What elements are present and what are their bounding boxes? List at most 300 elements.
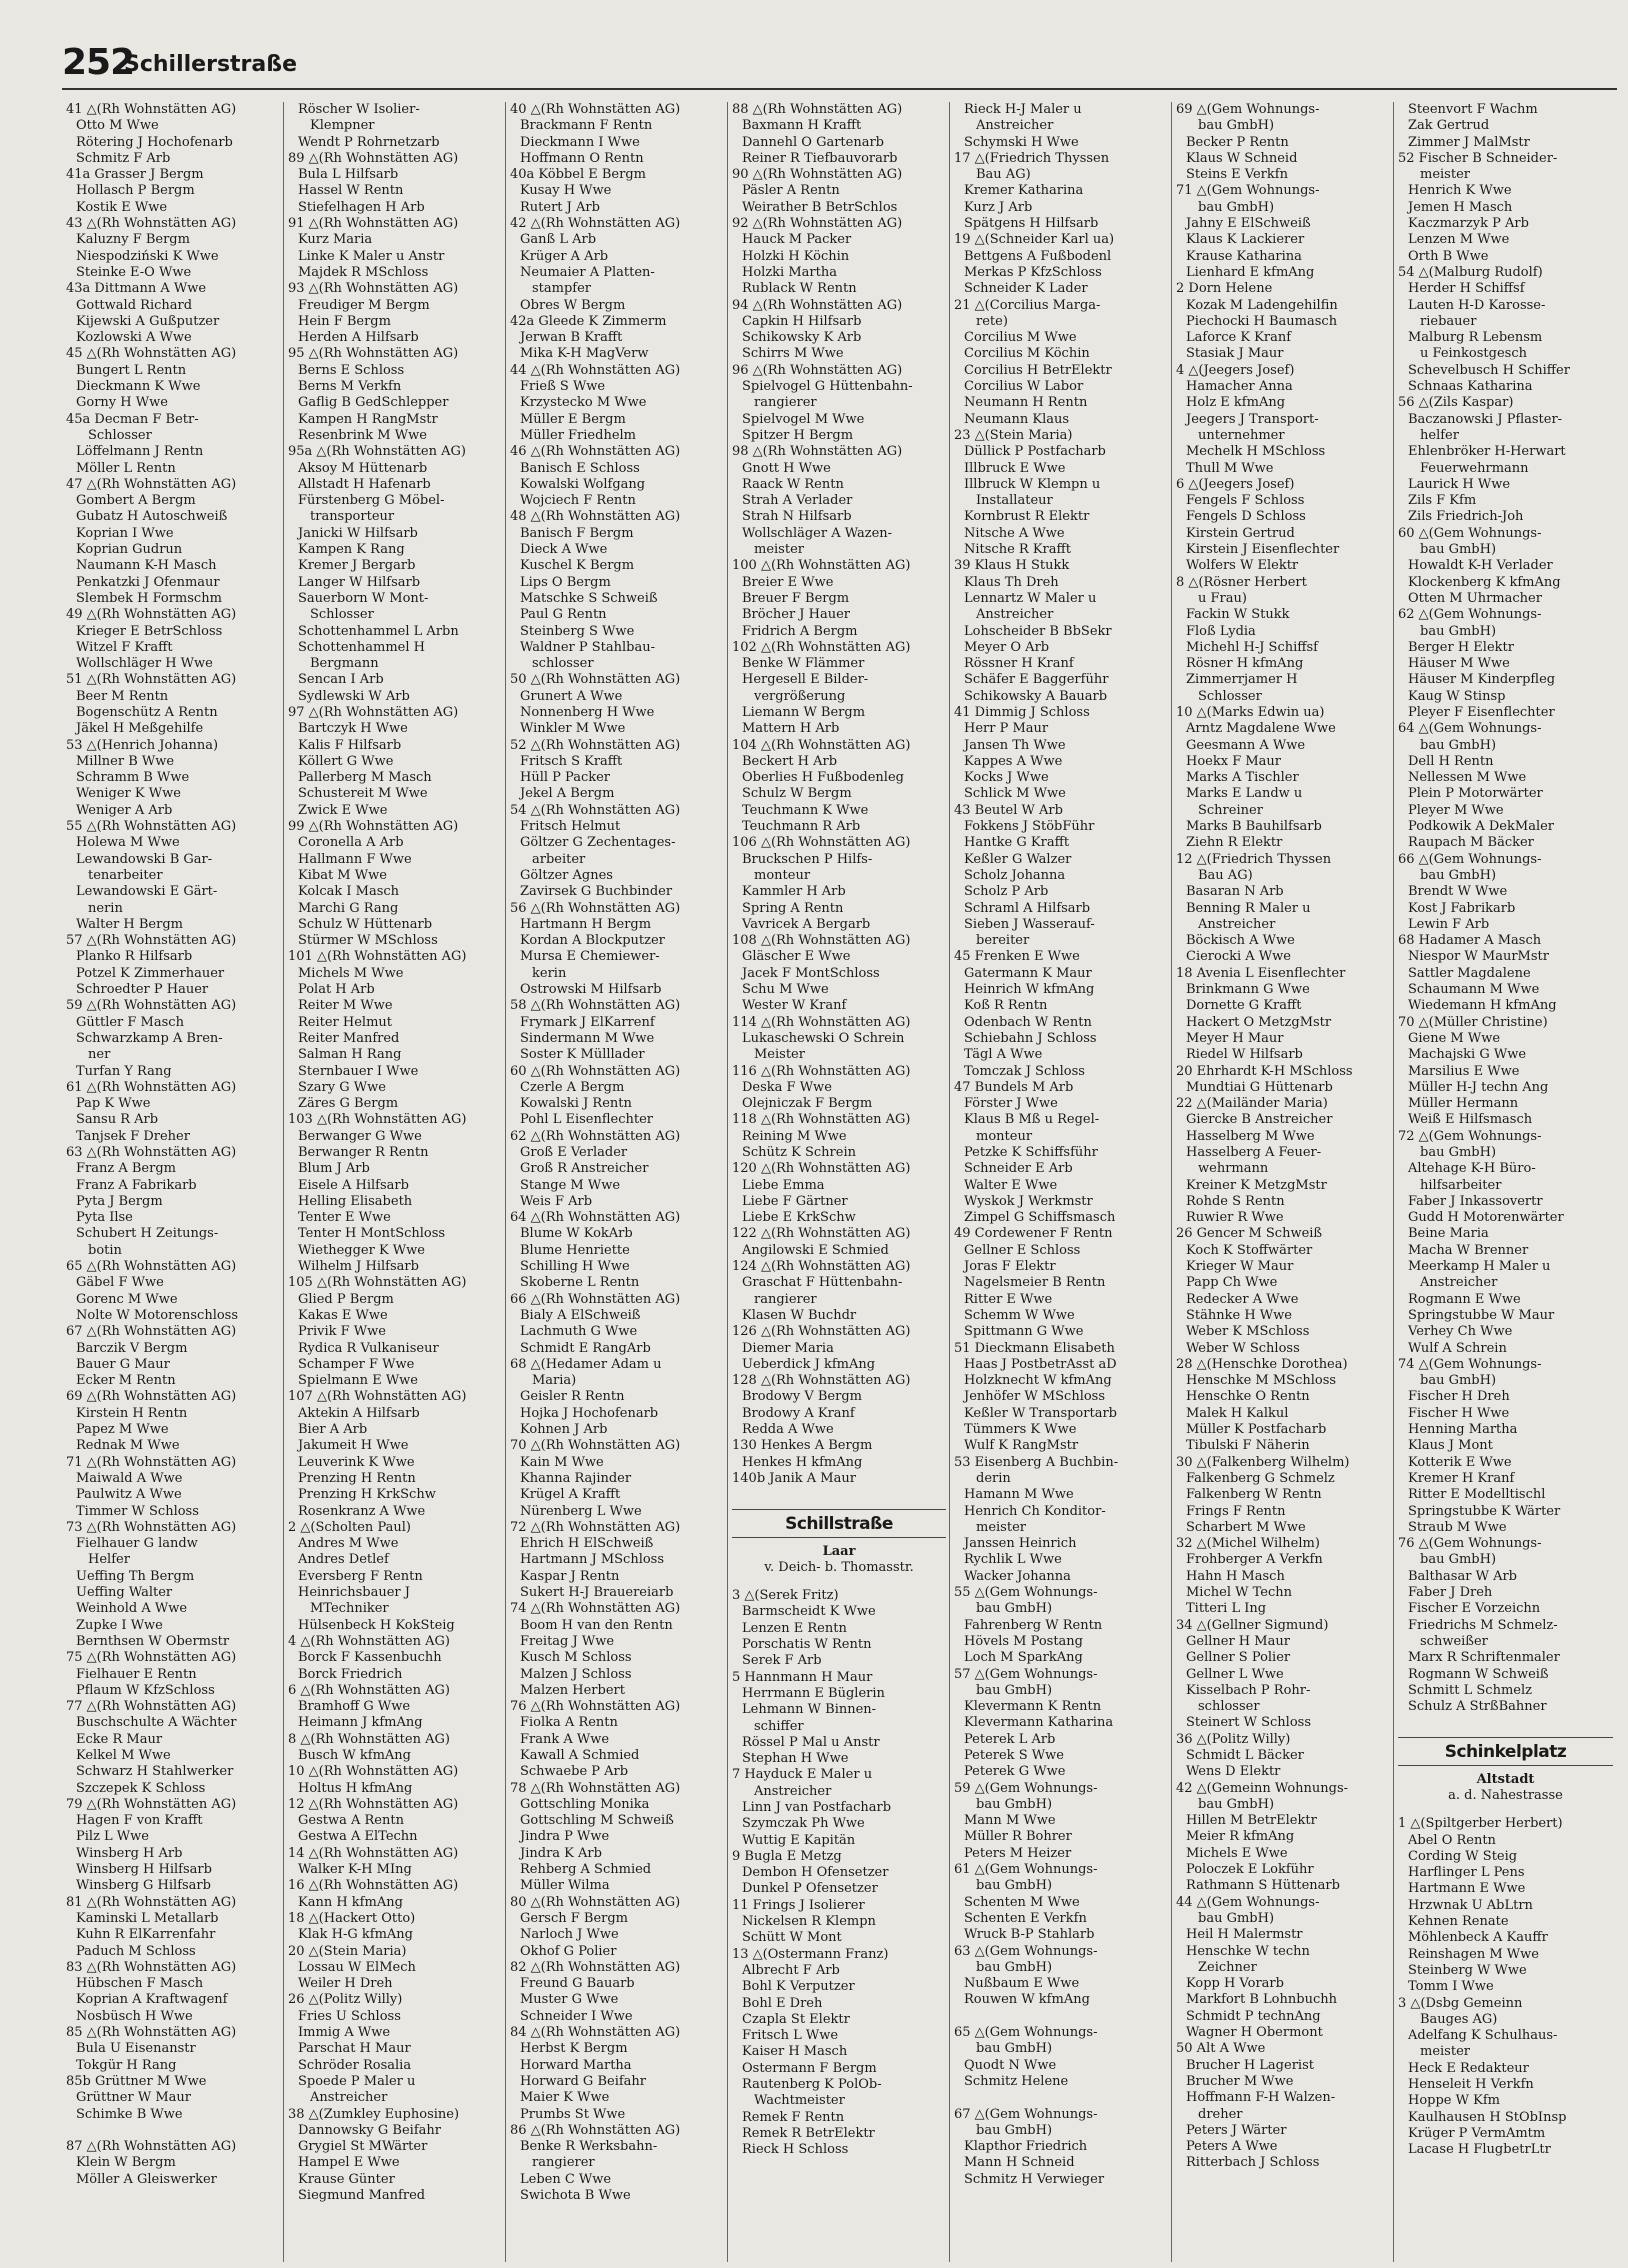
directory-entry: Röscher W Isolier-	[298, 102, 420, 117]
directory-entry: 69 △(Rh Wohnstätten AG)	[66, 1389, 237, 1405]
directory-entry: Planko R Hilfsarb	[76, 949, 193, 965]
directory-entry: 66 △(Rh Wohnstätten AG)	[510, 1291, 681, 1307]
directory-entry: Heimann J kfmAng	[298, 1715, 423, 1731]
directory-entry: Altehage K-H Büro-	[1408, 1161, 1536, 1177]
directory-entry: bau GmbH)	[1420, 542, 1497, 558]
directory-entry: Breuer F Bergm	[742, 590, 850, 606]
directory-entry: Teuchmann K Wwe	[742, 802, 869, 818]
directory-entry: Bartczyk H Wwe	[298, 721, 408, 737]
directory-entry: 90 △(Rh Wohnstätten AG)	[732, 167, 903, 183]
directory-entry: Mursa E Chemiewer-	[520, 949, 660, 965]
directory-entry: Peters J Wärter	[1186, 2122, 1287, 2138]
directory-entry: Kopp H Vorarb	[1186, 1976, 1284, 1992]
directory-entry: Hartmann J MSchloss	[520, 1552, 665, 1568]
directory-entry: Kreiner K MetzgMstr	[1186, 1177, 1327, 1193]
directory-entry: Pyta Ilse	[76, 1210, 133, 1226]
directory-entry: Ganß L Arb	[520, 232, 597, 248]
directory-entry: Wolfers W Elektr	[1186, 558, 1299, 574]
directory-entry: Nagelsmeier B Rentn	[964, 1275, 1106, 1291]
directory-entry: Neumann Klaus	[964, 411, 1070, 427]
directory-entry: Scharbert M Wwe	[1186, 1519, 1306, 1535]
directory-entry: Nonnenberg H Wwe	[520, 704, 655, 720]
directory-entry: 58 △(Rh Wohnstätten AG)	[510, 998, 681, 1014]
directory-entry: Schikowsky K Arb	[742, 330, 862, 346]
directory-entry: Henrich Ch Konditor-	[964, 1503, 1106, 1519]
directory-entry: Kotterik E Wwe	[1408, 1454, 1512, 1470]
directory-entry: Tomczak J Schloss	[964, 1063, 1085, 1079]
directory-entry: Szymczak Ph Wwe	[742, 1816, 865, 1832]
directory-entry: Kusay H Wwe	[520, 183, 612, 199]
schinkelplatz-title: Schinkelplatz	[1398, 1744, 1613, 1765]
directory-entry: 74 △(Rh Wohnstätten AG)	[510, 1601, 681, 1617]
directory-entry: Piechocki H Baumasch	[1186, 313, 1338, 329]
directory-entry: Pilz L Wwe	[76, 1829, 149, 1845]
directory-entry: Schreiner	[1198, 802, 1263, 818]
directory-entry: Kaspar J Rentn	[520, 1568, 620, 1584]
directory-entry: Spätgens H Hilfsarb	[964, 216, 1099, 232]
directory-entry: Franz A Bergm	[76, 1161, 176, 1177]
directory-entry: rangierer	[754, 1291, 817, 1307]
directory-entry: Fischer E Vorzeichn	[1408, 1601, 1541, 1617]
directory-entry: Marks B Bauhilfsarb	[1186, 819, 1322, 835]
directory-entry: Krzystecko M Wwe	[520, 395, 647, 411]
directory-entry: Dieckmann I Wwe	[520, 134, 640, 150]
directory-entry: Gäbel F Wwe	[76, 1275, 164, 1291]
directory-entry: Hasselberg M Wwe	[1186, 1128, 1315, 1144]
directory-entry: Resenbrink M Wwe	[298, 427, 427, 443]
directory-entry: Benke R Werksbahn-	[520, 2139, 658, 2155]
directory-entry: Freitag J Wwe	[520, 1633, 615, 1649]
directory-entry: Ueffing Th Bergm	[76, 1568, 195, 1584]
directory-entry: nerin	[88, 900, 123, 916]
directory-entry: Janssen Heinrich	[964, 1536, 1077, 1552]
directory-entry: Jindra P Wwe	[520, 1829, 610, 1845]
directory-entry: dreher	[1198, 2106, 1243, 2122]
directory-entry: 26 △(Politz Willy)	[288, 1992, 403, 2008]
directory-entry: Corcilius W Labor	[964, 379, 1084, 395]
directory-entry: Jindra K Arb	[520, 1845, 602, 1861]
directory-entry: kerin	[532, 965, 567, 981]
directory-entry: Klockenberg K kfmAng	[1408, 574, 1561, 590]
directory-entry: 53 Eisenberg A Buchbin-	[954, 1454, 1119, 1470]
directory-entry: Gottschling Monika	[520, 1796, 650, 1812]
directory-entry: Capkin H Hilfsarb	[742, 313, 862, 329]
directory-entry: Krause Günter	[298, 2171, 395, 2187]
directory-entry: Kibat M Wwe	[298, 867, 387, 883]
directory-entry: helfer	[1420, 427, 1459, 443]
directory-entry: Leuverink K Wwe	[298, 1454, 415, 1470]
directory-entry: Henrich K Wwe	[1408, 183, 1512, 199]
directory-entry: 44 △(Rh Wohnstätten AG)	[510, 362, 681, 378]
directory-entry: Siegmund Manfred	[298, 2188, 426, 2203]
directory-entry: 3 △(Serek Fritz)	[732, 1588, 839, 1604]
directory-entry: Kain M Wwe	[520, 1454, 604, 1470]
directory-entry: Kaug W Stinsp	[1408, 688, 1506, 704]
directory-entry: Tenter E Wwe	[298, 1210, 391, 1226]
directory-entry: 20 △(Stein Maria)	[288, 1943, 407, 1959]
directory-entry: Malzen Herbert	[520, 1682, 625, 1698]
directory-entry: Berwanger R Rentn	[298, 1145, 429, 1160]
directory-entry: Slembek H Formschm	[76, 590, 222, 606]
directory-entry: Koprian A Kraftwagenf	[76, 1992, 228, 2008]
directory-entry: Obres W Bergm	[520, 297, 626, 313]
directory-entry: Pleyer M Wwe	[1408, 802, 1504, 818]
directory-entry: botin	[88, 1242, 122, 1258]
directory-entry: unternehmer	[1198, 427, 1285, 443]
directory-entry: Nitsche A Wwe	[964, 525, 1065, 541]
directory-entry: meister	[976, 1519, 1026, 1535]
directory-entry: Frymark J ElKarrenf	[520, 1014, 655, 1030]
directory-entry: Tägl A Wwe	[964, 1047, 1043, 1063]
directory-entry: 14 △(Rh Wohnstätten AG)	[288, 1845, 459, 1861]
directory-entry: Klevermann Katharina	[964, 1715, 1114, 1731]
directory-entry: Reinshagen M Wwe	[1408, 1946, 1539, 1962]
directory-entry: Bohl K Verputzer	[742, 1979, 855, 1995]
directory-entry: Soster K Mülllader	[520, 1047, 645, 1063]
directory-entry: Sencan I Arb	[298, 672, 384, 688]
directory-entry: Linke K Maler u Anstr	[298, 248, 445, 264]
directory-entry: Gottwald Richard	[76, 297, 193, 313]
directory-entry: 39 Klaus H Stukk	[954, 558, 1070, 574]
directory-entry: Fengels D Schloss	[1186, 509, 1306, 525]
directory-entry: 9 Bugla E Metzg	[732, 1848, 842, 1864]
directory-entry: Müller E Bergm	[520, 411, 626, 427]
directory-entry: Hein F Bergm	[298, 313, 391, 329]
directory-entry: Buschschulte A Wächter	[76, 1715, 237, 1731]
directory-entry: Schwaebe P Arb	[520, 1764, 629, 1780]
directory-entry: Spittmann G Wwe	[964, 1324, 1084, 1340]
column-4-entries	[732, 102, 946, 1487]
directory-entry: Hagen F von Krafft	[76, 1813, 203, 1829]
directory-entry: Schottenhammel H	[298, 639, 425, 655]
directory-entry: Kremer H Kranf	[1408, 1470, 1515, 1486]
directory-entry: 6 △(Jeegers Josef)	[1176, 476, 1295, 492]
directory-entry: 64 △(Rh Wohnstätten AG)	[510, 1210, 681, 1226]
directory-entry: Schmitz Helene	[964, 2073, 1069, 2089]
directory-entry: Schröder Rosalia	[298, 2057, 412, 2073]
directory-entry: Adelfang K Schulhaus-	[1408, 2028, 1558, 2044]
directory-entry: Krügel A Krafft	[520, 1487, 621, 1503]
directory-entry: Nitsche R Krafft	[964, 542, 1071, 558]
directory-entry: Kappes A Wwe	[964, 753, 1063, 769]
directory-entry: Corcilius H BetrElektr	[964, 362, 1112, 378]
directory-entry: Illbruck W Klempn u	[964, 476, 1101, 492]
directory-entry: Podkowik A DekMaler	[1408, 819, 1555, 835]
directory-entry: Geesmann A Wwe	[1186, 737, 1306, 753]
directory-entry: Machajski G Wwe	[1408, 1047, 1527, 1063]
directory-entry: 70 △(Müller Christine)	[1398, 1014, 1548, 1030]
directory-entry: Plein P Motorwärter	[1408, 786, 1543, 802]
directory-entry: Kaczmarzyk P Arb	[1408, 216, 1529, 232]
directory-entry: Ritterbach J Schloss	[1186, 2155, 1320, 2171]
directory-entry: Schroedter P Hauer	[76, 982, 209, 998]
directory-entry: Otto M Wwe	[76, 118, 159, 134]
directory-entry: 69 △(Gem Wohnungs-	[1176, 102, 1320, 117]
directory-entry: Maria)	[532, 1373, 577, 1389]
directory-entry: Klaus W Schneid	[1186, 150, 1298, 166]
directory-entry: Malburg R Lebensm	[1408, 330, 1543, 346]
directory-entry: Mann M Wwe	[964, 1813, 1056, 1829]
directory-entry: 43 △(Rh Wohnstätten AG)	[66, 216, 237, 232]
directory-entry: Kostik E Wwe	[76, 199, 168, 215]
directory-entry: 59 △(Rh Wohnstätten AG)	[66, 998, 237, 1014]
directory-entry: 23 △(Stein Maria)	[954, 427, 1073, 443]
directory-entry: Corcilius M Köchin	[964, 346, 1090, 362]
directory-entry: Schirrs M Wwe	[742, 346, 844, 362]
directory-entry: Schlosser	[1198, 688, 1262, 704]
directory-entry: bau GmbH)	[976, 1601, 1053, 1617]
directory-entry: Kirstein Gertrud	[1186, 525, 1295, 541]
directory-entry: Rogmann W Schweiß	[1408, 1666, 1549, 1682]
directory-entry: Ziehn R Elektr	[1186, 835, 1283, 851]
directory-entry: Boom H van den Rentn	[520, 1617, 673, 1633]
directory-entry: Peters A Wwe	[1186, 2139, 1278, 2155]
directory-entry: Nickelsen R Klempn	[742, 1914, 876, 1930]
directory-entry: Fischer H Wwe	[1408, 1405, 1510, 1421]
directory-entry: Jemen H Masch	[1408, 199, 1513, 215]
directory-entry: Aktekin A Hilfsarb	[298, 1405, 420, 1421]
directory-entry: Bula U Eisenanstr	[76, 2041, 196, 2057]
directory-entry: Gubatz H Autoschweiß	[76, 509, 228, 525]
directory-entry: Schiebahn J Schloss	[964, 1030, 1097, 1046]
directory-entry: Frohberger A Verkfn	[1186, 1552, 1323, 1568]
directory-entry: Nürenberg L Wwe	[520, 1503, 642, 1519]
directory-entry: Krieger E BetrSchloss	[76, 623, 223, 639]
directory-entry: 4 △(Rh Wohnstätten AG)	[288, 1633, 450, 1649]
directory-entry: Laforce K Kranf	[1186, 330, 1292, 346]
directory-entry: Liebe E KrkSchw	[742, 1210, 856, 1226]
directory-entry: Reiter Helmut	[298, 1014, 393, 1030]
directory-entry: Hergesell E Bilder-	[742, 672, 869, 688]
directory-entry: Nolte W Motorenschloss	[76, 1307, 239, 1323]
directory-entry: bau GmbH)	[976, 2122, 1053, 2138]
directory-entry: Dunkel P Ofensetzer	[742, 1881, 878, 1897]
directory-entry: Walker K-H MIng	[298, 1862, 412, 1878]
directory-entry: 104 △(Rh Wohnstätten AG)	[732, 737, 911, 753]
directory-entry: Stephan H Wwe	[742, 1751, 849, 1767]
directory-entry: Düllick P Postfacharb	[964, 444, 1106, 460]
directory-entry: Kawall A Schmied	[520, 1747, 640, 1763]
directory-entry: Bauges AG)	[1420, 2011, 1498, 2027]
directory-entry: Reiter Manfred	[298, 1030, 400, 1046]
directory-entry: Zimpel G Schiffsmasch	[964, 1210, 1116, 1226]
directory-entry: Kelkel M Wwe	[76, 1747, 171, 1763]
directory-entry: 57 △(Gem Wohnungs-	[954, 1666, 1098, 1682]
directory-entry: Pohl L Eisenflechter	[520, 1112, 654, 1128]
directory-entry: Jahny E ElSchweiß	[1186, 216, 1311, 232]
directory-entry: Horward G Beifahr	[520, 2073, 646, 2089]
directory-entry: Schymski H Wwe	[964, 134, 1079, 150]
directory-entry: Dornette G Krafft	[1186, 998, 1302, 1014]
directory-entry: Hollasch P Bergm	[76, 183, 195, 199]
directory-entry: Holzki H Köchin	[742, 248, 850, 264]
directory-entry: Mann H Schneid	[964, 2155, 1075, 2171]
directory-entry: Ecker M Rentn	[76, 1373, 176, 1389]
directory-entry: Schwarzkamp A Bren-	[76, 1030, 223, 1046]
directory-entry: Michehl H-J Schiffsf	[1186, 639, 1318, 655]
directory-entry: Paulwitz A Wwe	[76, 1487, 182, 1503]
directory-entry: Schottenhammel L Arbn	[298, 623, 459, 639]
directory-entry: Springstubbe W Maur	[1408, 1307, 1555, 1323]
directory-entry: Haas J PostbetrAsst aD	[964, 1356, 1117, 1372]
directory-entry: Weirather B BetrSchlos	[742, 199, 898, 215]
directory-entry: 102 △(Rh Wohnstätten AG)	[732, 639, 911, 655]
directory-entry: Freund G Bauarb	[520, 1976, 635, 1992]
directory-entry: Muster G Wwe	[520, 1992, 619, 2008]
directory-entry: Potzel K Zimmerhauer	[76, 965, 225, 981]
directory-entry: Czerle A Bergm	[520, 1079, 625, 1095]
directory-entry: Henschke M MSchloss	[1186, 1373, 1337, 1389]
directory-entry: Schlosser	[310, 607, 374, 623]
directory-entry: Graschat F Hüttenbahn-	[742, 1275, 903, 1291]
directory-entry: Orth B Wwe	[1408, 248, 1489, 264]
directory-entry: 28 △(Henschke Dorothea)	[1176, 1356, 1348, 1372]
schinkelplatz-entries	[1398, 1816, 1613, 2158]
directory-entry: Brucher M Wwe	[1186, 2073, 1294, 2089]
directory-entry: Salman H Rang	[298, 1047, 402, 1063]
directory-entry: Brodowy A Kranf	[742, 1405, 855, 1421]
directory-entry: Rötering J Hochofenarb	[76, 134, 233, 150]
directory-entry: Löffelmann J Rentn	[76, 444, 204, 460]
directory-entry: Schu M Wwe	[742, 982, 829, 998]
directory-entry: bau GmbH)	[1198, 199, 1275, 215]
directory-entry: Walter H Bergm	[76, 916, 183, 932]
directory-entry: Kalis F Hilfsarb	[298, 737, 402, 753]
directory-entry: Nußbaum E Wwe	[964, 1976, 1080, 1992]
directory-entry: Glied P Bergm	[298, 1291, 394, 1307]
directory-entry: bau GmbH)	[1198, 1910, 1275, 1926]
directory-entry: Lauten H-D Karosse-	[1408, 297, 1546, 313]
directory-entry: Hüll P Packer	[520, 770, 611, 786]
directory-entry: Papp Ch Wwe	[1186, 1275, 1278, 1291]
column-7-entries	[1398, 102, 1613, 1715]
directory-entry: Schilling H Wwe	[520, 1259, 630, 1275]
directory-entry: Anstreicher	[976, 118, 1054, 134]
directory-entry: Stange M Wwe	[520, 1177, 621, 1193]
directory-entry: rangierer	[754, 395, 817, 411]
directory-entry: Wollschläger A Wazen-	[742, 525, 893, 541]
directory-entry: Gellner H Maur	[1186, 1633, 1290, 1649]
directory-entry: 82 △(Rh Wohnstätten AG)	[510, 1959, 681, 1975]
directory-entry: Weinhold A Wwe	[76, 1601, 188, 1617]
directory-entry: Timmer W Schloss	[76, 1503, 199, 1519]
directory-entry: 4 △(Jeegers Josef)	[1176, 362, 1295, 378]
directory-entry: 30 △(Falkenberg Wilhelm)	[1176, 1454, 1350, 1470]
directory-entry: 94 △(Rh Wohnstätten AG)	[732, 297, 903, 313]
directory-entry: bau GmbH)	[1420, 623, 1497, 639]
directory-entry: 10 △(Rh Wohnstätten AG)	[288, 1764, 459, 1780]
directory-entry: 38 △(Zumkley Euphosine)	[288, 2106, 460, 2122]
directory-entry: Gottschling M Schweiß	[520, 1813, 674, 1829]
directory-entry: 55 △(Rh Wohnstätten AG)	[66, 819, 237, 835]
directory-entry: 114 △(Rh Wohnstätten AG)	[732, 1014, 911, 1030]
directory-entry: Thull M Wwe	[1186, 460, 1274, 476]
directory-entry: Wendt P Rohrnetzarb	[298, 134, 440, 150]
directory-entry: 95a △(Rh Wohnstätten AG)	[288, 444, 466, 460]
directory-entry: Fielhauer E Rentn	[76, 1666, 197, 1682]
directory-entry: Michels E Wwe	[1186, 1845, 1288, 1861]
directory-entry: 64 △(Gem Wohnungs-	[1398, 721, 1542, 737]
directory-entry: bau GmbH)	[1198, 1796, 1275, 1812]
directory-entry: Raack W Rentn	[742, 476, 844, 492]
directory-entry: Jenhöfer W MSchloss	[964, 1389, 1106, 1405]
directory-entry: Henning Martha	[1408, 1422, 1518, 1438]
directory-entry: 65 △(Gem Wohnungs-	[954, 2025, 1098, 2041]
directory-entry: Waldner P Stahlbau-	[520, 639, 656, 655]
directory-entry: Hoffmann F-H Walzen-	[1186, 2090, 1336, 2106]
directory-entry: Otten M Uhrmacher	[1408, 590, 1542, 606]
directory-entry: Ruwier R Wwe	[1186, 1210, 1284, 1226]
directory-entry: Pflaum W KfzSchloss	[76, 1682, 215, 1698]
directory-entry: Khanna Rajinder	[520, 1470, 632, 1486]
directory-entry: 105 △(Rh Wohnstätten AG)	[288, 1275, 467, 1291]
directory-entry: Kocks J Wwe	[964, 770, 1049, 786]
directory-entry: Wulf A Schrein	[1408, 1340, 1507, 1356]
directory-entry: Weniger A Arb	[76, 802, 173, 818]
directory-entry: Falkenberg G Schmelz	[1186, 1470, 1335, 1486]
directory-entry: Rednak M Wwe	[76, 1438, 180, 1454]
directory-entry: Lewandowski B Gar-	[76, 851, 213, 867]
directory-entry: Malzen J Schloss	[520, 1666, 632, 1682]
directory-entry: Straub M Wwe	[1408, 1519, 1507, 1535]
directory-entry: Sansu R Arb	[76, 1112, 159, 1128]
directory-entry: Tenter H MontSchloss	[298, 1226, 446, 1242]
directory-entry: Böckisch A Wwe	[1186, 933, 1295, 949]
directory-entry: 83 △(Rh Wohnstätten AG)	[66, 1959, 237, 1975]
directory-entry: 47 Bundels M Arb	[954, 1079, 1074, 1095]
directory-entry: Schimke B Wwe	[76, 2106, 183, 2122]
directory-entry: Marsilius E Wwe	[1408, 1063, 1520, 1079]
directory-entry: transporteur	[310, 509, 395, 525]
directory-entry: Schubert H Zeitungs-	[76, 1226, 219, 1242]
directory-entry: Szczepek K Schloss	[76, 1780, 206, 1796]
directory-entry: 63 △(Gem Wohnungs-	[954, 1943, 1098, 1959]
directory-entry: 71 △(Gem Wohnungs-	[1176, 183, 1320, 199]
directory-entry: Herr P Maur	[964, 721, 1049, 737]
directory-entry: Schenten E Verkfn	[964, 1910, 1087, 1926]
directory-entry: Lohscheider B BbSekr	[964, 623, 1112, 639]
directory-entry: Skoberne L Rentn	[520, 1275, 640, 1291]
directory-entry: Klaus Th Dreh	[964, 574, 1059, 590]
directory-entry: Macha W Brenner	[1408, 1242, 1529, 1258]
directory-entry: Millner B Wwe	[76, 753, 175, 769]
directory-entry: Albrecht F Arb	[742, 1962, 840, 1978]
directory-entry: Beer M Rentn	[76, 688, 169, 704]
column-7	[1394, 102, 1616, 2262]
directory-entry: Wyskok J Werkmstr	[964, 1193, 1093, 1209]
directory-entry: Jakumeit H Wwe	[298, 1438, 409, 1454]
directory-entry: Heinrich W kfmAng	[964, 982, 1095, 998]
directory-entry: Rössel P Mal u Anstr	[742, 1734, 880, 1750]
directory-entry: Verhey Ch Wwe	[1408, 1324, 1513, 1340]
directory-entry: Rieck H-J Maler u	[964, 102, 1082, 117]
directory-entry: 91 △(Rh Wohnstätten AG)	[288, 216, 459, 232]
directory-entry: 42a Gleede K Zimmerm	[510, 313, 667, 329]
directory-entry: Bergmann	[310, 656, 379, 672]
directory-entry: Herder H Schiffsf	[1408, 281, 1525, 297]
directory-entry: Hampel E Wwe	[298, 2155, 400, 2171]
directory-entry: 40a Köbbel E Bergm	[510, 167, 646, 183]
directory-entry: Rutert J Arb	[520, 199, 600, 215]
directory-entry: 40 △(Rh Wohnstätten AG)	[510, 102, 681, 117]
directory-entry: Schramm B Wwe	[76, 770, 190, 786]
directory-entry: 61 △(Gem Wohnungs-	[954, 1862, 1098, 1878]
directory-entry: Schaumann M Wwe	[1408, 982, 1540, 998]
directory-entry: Janicki W Hilfsarb	[298, 525, 418, 541]
directory-entry: Hartmann H Bergm	[520, 916, 652, 932]
directory-entry: 36 △(Politz Willy)	[1176, 1731, 1291, 1747]
directory-entry: Zeichner	[1198, 1959, 1257, 1975]
